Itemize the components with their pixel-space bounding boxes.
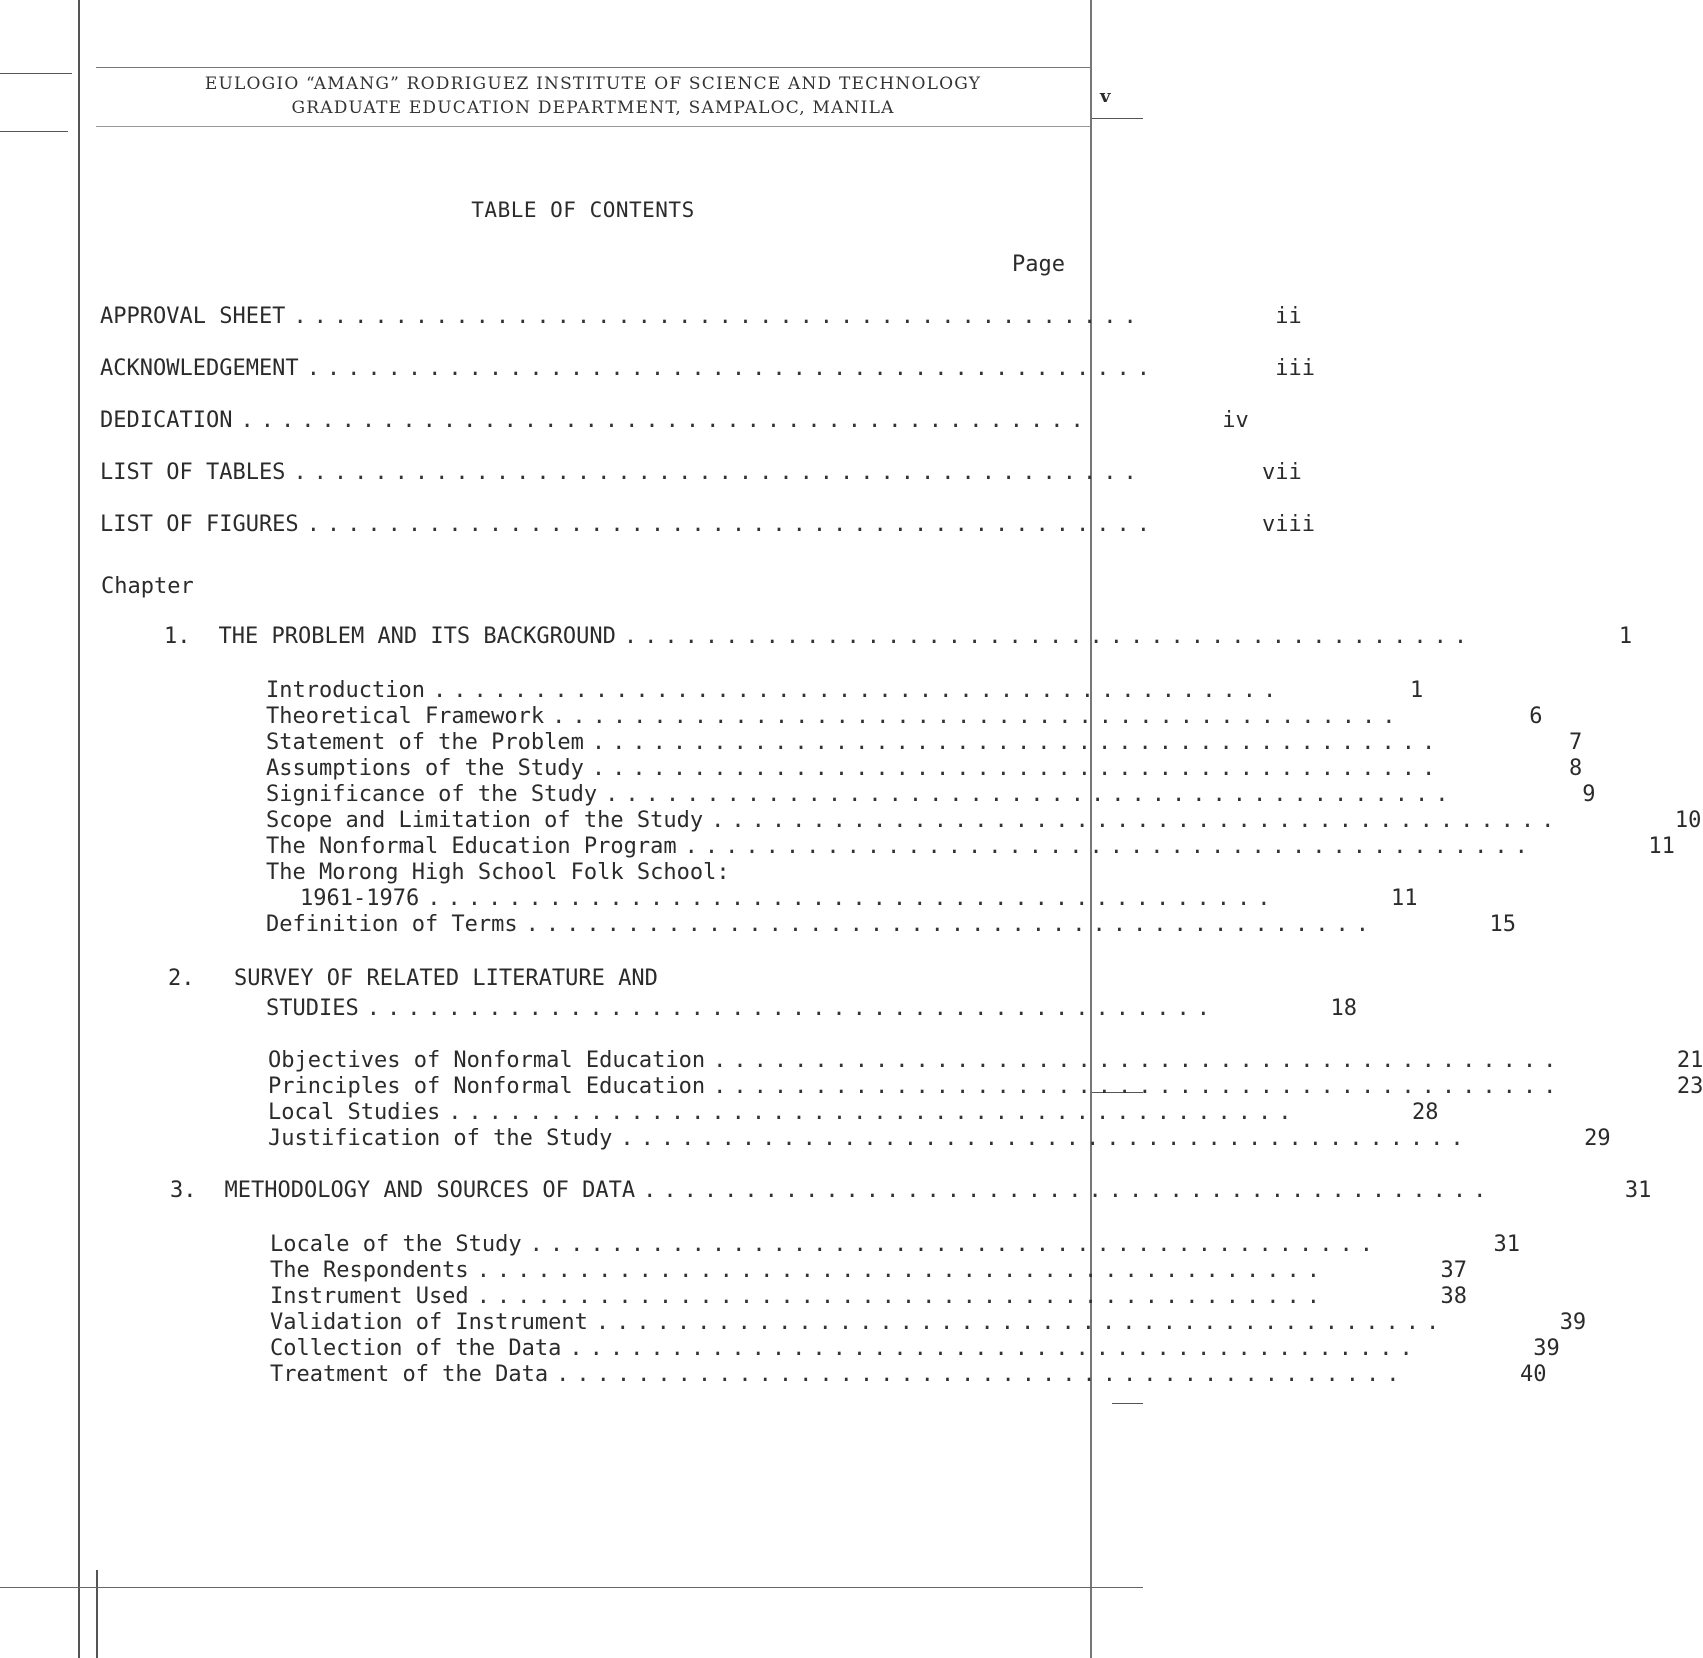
leader-dots: .......................................... [525,912,1376,937]
leader-dots: .......................................... [713,1048,1564,1073]
section-page: 23 [1676,1074,1703,1099]
toc-entry-label: ACKNOWLEDGEMENT [100,356,299,381]
leader-dots: .......................................... [366,996,1218,1021]
toc-section[interactable] [268,1100,1439,1126]
leader-dots: .......................................... [643,1178,1494,1203]
toc-entry-page: viii [1262,512,1315,537]
leader-dots: .......................................... [684,834,1535,859]
section-label: Introduction [266,678,425,703]
section-page: 11 [1391,886,1418,911]
toc-section[interactable] [270,1336,1560,1362]
chapter-number: 1. [164,624,191,649]
leader-dots: .......................................... [529,1232,1380,1257]
leader-dots: .......................................... [595,1310,1447,1335]
section-page: 11 [1648,834,1675,859]
top-left-rule-2 [0,131,68,132]
section-label: Validation of Instrument [270,1310,588,1335]
section-label: The Respondents [270,1258,469,1283]
section-page: 31 [1493,1232,1520,1257]
header-line-2: GRADUATE EDUCATION DEPARTMENT, SAMPALOC, MANILA [291,98,895,118]
section-label: Instrument Used [270,1284,469,1309]
section-label[interactable]: The Morong High School Folk School: [266,860,730,885]
toc-entry-label: DEDICATION [100,408,233,433]
chapter-number: 3. [170,1178,197,1203]
section-page: 10 [1674,808,1702,833]
toc-chapter-1[interactable] [164,624,1633,649]
header-bottom-rule [96,126,1090,127]
toc-section[interactable] [266,704,1543,730]
toc-entry-page: vii [1261,460,1302,485]
bottom-rule [0,1587,1143,1588]
leader-dots: .......................................... [427,886,1278,911]
toc-entry-label: LIST OF FIGURES [100,512,299,537]
leader-dots: .......................................... [569,1336,1420,1361]
toc-chapter-3[interactable] [170,1178,1652,1203]
toc-section[interactable] [270,1284,1467,1310]
left-inner-rule [96,1570,98,1658]
left-margin-rule [78,0,80,1658]
top-left-rule [0,73,72,74]
leader-dots: .......................................... [306,356,1157,381]
section-page: 21 [1676,1048,1703,1073]
toc-section[interactable] [270,1310,1587,1336]
toc-section[interactable] [268,1048,1703,1074]
toc-section[interactable] [266,730,1583,756]
section-label: Locale of the Study [270,1232,522,1257]
leader-dots: .......................................... [240,408,1091,433]
toc-section[interactable] [266,834,1675,860]
toc-section[interactable] [268,1126,1611,1152]
leader-dots: .......................................... [293,460,1144,485]
section-page: 39 [1559,1310,1587,1335]
toc-entry-label: LIST OF TABLES [100,460,286,485]
leader-dots: .......................................... [591,756,1443,781]
toc-entry-list-of-tables[interactable] [100,460,1302,485]
toc-section[interactable] [266,912,1516,938]
toc-section[interactable] [266,756,1583,782]
leader-dots: .......................................... [293,304,1144,329]
chapter-title: THE PROBLEM AND ITS BACKGROUND [218,624,616,649]
section-page: 1 [1410,678,1424,703]
toc-entry-approval-sheet[interactable] [100,304,1302,329]
section-label: Theoretical Framework [266,704,545,729]
leader-dots: .......................................... [713,1074,1564,1099]
section-label: Objectives of Nonformal Education [268,1048,706,1073]
section-page: 39 [1533,1336,1560,1361]
section-label: Scope and Limitation of the Study [266,808,704,833]
section-page: 28 [1411,1100,1439,1125]
toc-section[interactable] [266,808,1702,834]
toc-entry-page: iv [1222,408,1249,433]
leader-dots: .......................................... [556,1362,1407,1387]
section-label: Statement of the Problem [266,730,584,755]
leader-dots: .......................................... [591,730,1443,755]
toc-section[interactable] [268,1074,1703,1100]
section-page: 38 [1440,1284,1467,1309]
toc-entry-acknowledgement[interactable] [100,356,1315,381]
leader-dots: .......................................... [476,1258,1327,1283]
leader-dots: .......................................... [552,704,1403,729]
section-label: Local Studies [268,1100,441,1125]
toc-section[interactable] [266,782,1596,808]
section-page: 9 [1582,782,1596,807]
leader-dots: .......................................... [448,1100,1299,1125]
leader-dots: .......................................... [605,782,1456,807]
section-page: 15 [1489,912,1516,937]
leader-dots: .......................................... [623,624,1475,649]
chapter-page: 1 [1618,624,1633,649]
toc-entry-dedication[interactable] [100,408,1249,433]
right-tick-low [1112,1403,1143,1404]
chapter-title-continuation: STUDIES [266,996,359,1021]
leader-dots: .......................................... [432,678,1284,703]
section-label: Justification of the Study [268,1126,613,1151]
toc-entry-list-of-figures[interactable] [100,512,1315,537]
section-label: Significance of the Study [266,782,598,807]
page-number: v [1100,86,1111,107]
section-page: 6 [1529,704,1543,729]
section-label: Collection of the Data [270,1336,562,1361]
header-line-1: EULOGIO “AMANG” RODRIGUEZ INSTITUTE OF SCIENCE AND TECHNOLOGY [204,74,982,94]
toc-section[interactable] [300,886,1418,912]
toc-entry-label: APPROVAL SHEET [100,304,286,329]
leader-dots: .......................................... [711,808,1562,833]
chapter-label: Chapter [101,574,194,599]
chapter-page: 18 [1330,996,1358,1021]
toc-section[interactable] [266,678,1424,704]
section-page: 8 [1568,756,1583,781]
leader-dots: .......................................... [620,1126,1471,1151]
chapter-title[interactable]: SURVEY OF RELATED LITERATURE AND [234,966,658,991]
page-title: TABLE OF CONTENTS [471,198,695,222]
institution-header [96,72,1090,120]
section-page: 40 [1519,1362,1547,1387]
section-page: 7 [1568,730,1583,755]
toc-entry-page: iii [1275,356,1315,381]
chapter-page: 31 [1624,1178,1652,1203]
section-label-continuation: 1961-1976 [300,886,420,911]
toc-chapter-2[interactable] [266,996,1358,1021]
toc-entry-page: ii [1275,304,1302,329]
section-label: Treatment of the Data [270,1362,549,1387]
right-tick-top [1092,118,1143,119]
section-page: 29 [1584,1126,1611,1151]
section-label: Principles of Nonformal Education [268,1074,706,1099]
section-label: The Nonformal Education Program [266,834,677,859]
page-column-label: Page [1012,252,1065,277]
chapter-title: METHODOLOGY AND SOURCES OF DATA [224,1178,636,1203]
section-label: Assumptions of the Study [266,756,584,781]
chapter-number: 2. [168,966,195,991]
leader-dots: .......................................... [476,1284,1327,1309]
toc-section[interactable] [270,1362,1547,1388]
header-top-rule [96,67,1090,68]
leader-dots: .......................................... [306,512,1157,537]
section-label: Definition of Terms [266,912,518,937]
section-page: 37 [1440,1258,1467,1283]
toc-section[interactable] [270,1232,1520,1258]
toc-section[interactable] [270,1258,1467,1284]
